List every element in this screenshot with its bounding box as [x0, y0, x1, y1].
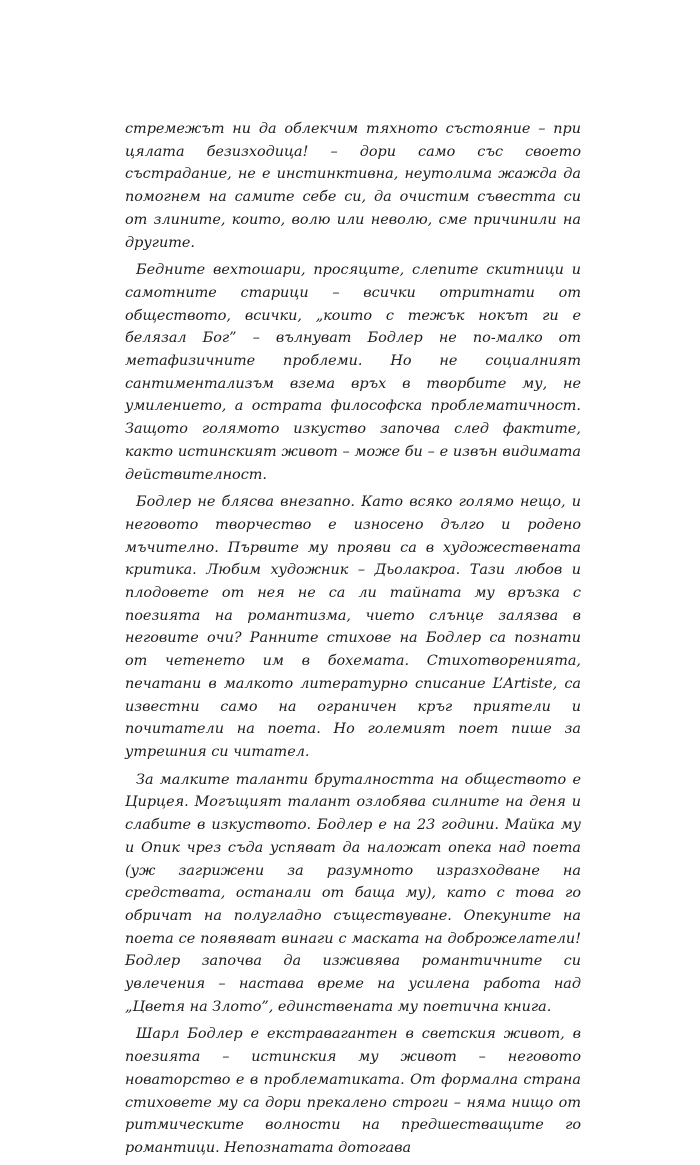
body-text [125, 118, 581, 1165]
paragraph-4: За малките таланти бруталността на обществото е Цирцея. Могъщият талант озлобява силните на деня и слабите в изкуството. Бодлер е на 23 години. Майка му и Опик чрез съда успяват да наложат опека над поета (уж загрижени за разумното изразходване на средствата, останали от баща му), като с това го обричат на полугладно съществуване. Опекуните на поета се появяват винаги с маската на доброжелатели! Бодлер започва да изживява романтичните си увлечения – настава време на усилена работа над „Цветя на Злото”, единствената му поетична книга. [125, 771, 581, 1015]
paragraph-5: Шарл Бодлер е екстравагантен в светския живот, в поезията – истинския му живот – неговото новаторство е в проблематиката. От формална страна стиховете му са дори прекалено строги – няма нищо от ритмическите волности на предшестващите го романтици. Непознатата дотогава [125, 1026, 581, 1156]
paragraph-1: стремежът ни да облекчим тяхното състояние – при цялата безизходица! – дори само със своето състрадание, не е инстинктивна, неутолима жажда да помогнем на самите себе си, да очистим съвестта си от злините, които, волю или неволю, сме причинили на другите. [125, 121, 581, 251]
paragraph-3: Бодлер не блясва внезапно. Като всяко голямо нещо, и неговото творчество е износено дълго и родено мъчително. Първите му прояви са в художествената критика. Любим художник – Дьолакроа. Тази любов и плодовете от нея не са ли тайната му връзка с поезията на романтизма, чието слънце залязва в неговите очи? Ранните стихове на Бодлер са познати от четенето им в бохемата. Стихотворенията, печатани в малкото литературно списание L’Artiste, са известни само на ограничен кръг приятели и почитатели на поета. Но големият поет пише за утрешния си читател. [125, 494, 581, 760]
paragraph-2: Бедните вехтошари, просяците, слепите скитници и самотните старици – всички отритнати от обществото, всички, „които с тежък нокът ги е белязал Бог” – вълнуват Бодлер не по-малко от метафизичните проблеми. Но не социалният сантиментализъм взема връх в творбите му, не умилението, а острата философска проблематичност. Защото голямото изкуство започва след фактите, както истинският живот – може би – е извън видимата действителност. [125, 262, 581, 483]
